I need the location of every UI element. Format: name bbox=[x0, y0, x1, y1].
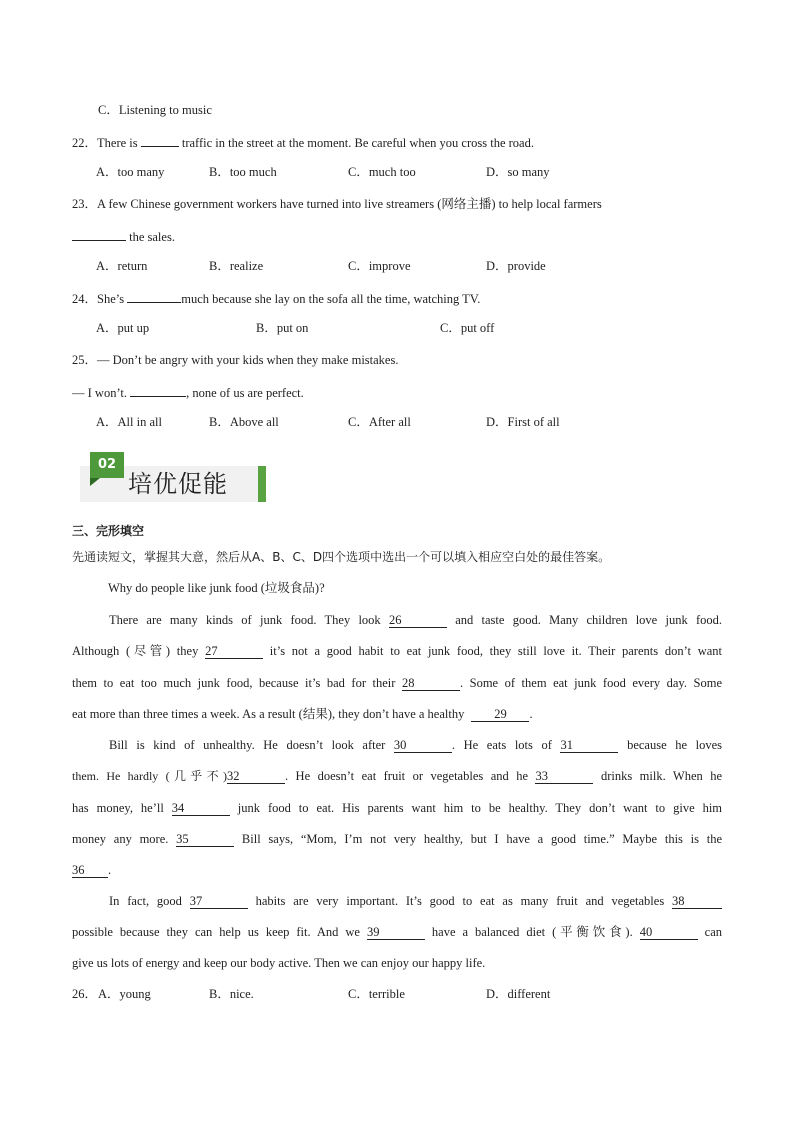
passage-text: has money, he’ll bbox=[72, 801, 164, 815]
passage-text: . bbox=[529, 707, 533, 721]
question-26-number: 26． bbox=[72, 987, 98, 1001]
passage-text: possible because they can help us keep fit. And we bbox=[72, 925, 360, 939]
option-a: A．too many bbox=[96, 165, 165, 179]
passage-text: and taste good. Many children love junk food. bbox=[455, 613, 723, 627]
passage-text: can bbox=[704, 925, 723, 939]
passage-line bbox=[109, 893, 722, 909]
blank-38[interactable]: 38 bbox=[672, 894, 722, 909]
passage-text: There are many kinds of junk food. They look bbox=[109, 613, 381, 627]
option-d: D．different bbox=[486, 987, 551, 1001]
option-b: B．put on bbox=[256, 321, 309, 335]
section-instruction: 先通读短文，掌握其大意，然后从A、B、C、D四个选项中选出一个可以填入相应空白处的最佳答案。 bbox=[72, 550, 611, 564]
answer-blank[interactable] bbox=[72, 227, 126, 241]
blank-40[interactable]: 40 bbox=[640, 925, 698, 940]
blank-36[interactable]: 36 bbox=[72, 863, 108, 878]
passage-line bbox=[72, 768, 722, 784]
section-heading: 三、完形填空 bbox=[72, 524, 145, 538]
passage-text: them to eat too much junk food, because it’s bad for their bbox=[72, 676, 396, 690]
blank-39[interactable]: 39 bbox=[367, 925, 425, 940]
blank-27[interactable]: 27 bbox=[205, 644, 263, 659]
question-23-line2 bbox=[72, 227, 175, 245]
passage-line bbox=[72, 862, 111, 878]
justified-line bbox=[72, 924, 722, 940]
question-text: — I won’t. bbox=[72, 386, 131, 400]
q21-option-c: C．Listening to music bbox=[98, 103, 212, 117]
passage-line bbox=[109, 612, 722, 628]
passage-text: In fact, good bbox=[109, 894, 182, 908]
passage-text: because he loves bbox=[627, 738, 722, 752]
blank-35[interactable]: 35 bbox=[176, 832, 234, 847]
passage-line bbox=[109, 737, 722, 753]
question-number: 24． bbox=[72, 292, 98, 306]
passage-line: give us lots of energy and keep our body active. Then we can enjoy our happy life. bbox=[72, 956, 486, 970]
banner-title: 培优促能 bbox=[128, 470, 228, 498]
justified-line bbox=[72, 675, 722, 691]
option-b: B．too much bbox=[209, 165, 277, 179]
passage-text: habits are very important. It’s good to eat as many fruit and vegetables bbox=[255, 894, 665, 908]
section-banner bbox=[80, 452, 266, 502]
answer-blank[interactable] bbox=[127, 289, 181, 303]
option-a: A．All in all bbox=[96, 415, 162, 429]
justified-line bbox=[72, 831, 722, 847]
justified-line bbox=[72, 768, 722, 784]
question-text: A few Chinese government workers have turned into live streamers (网络主播) to help local farmers bbox=[97, 197, 602, 211]
option-b: B．Above all bbox=[209, 415, 279, 429]
banner-tag: 02 bbox=[90, 452, 124, 478]
option-d: D．First of all bbox=[486, 415, 560, 429]
justified-line bbox=[109, 737, 722, 753]
question-24 bbox=[72, 289, 480, 307]
question-22 bbox=[72, 133, 534, 151]
passage-text: junk food to eat. His parents want him to be healthy. They don’t want to give him bbox=[237, 801, 723, 815]
blank-28[interactable]: 28 bbox=[402, 676, 460, 691]
blank-34[interactable]: 34 bbox=[172, 801, 230, 816]
justified-line bbox=[72, 643, 722, 659]
question-text: the sales. bbox=[126, 230, 175, 244]
option-d: D．provide bbox=[486, 259, 546, 273]
option-b: B．realize bbox=[209, 259, 264, 273]
passage-text: Bill says, “Mom, I’m not very healthy, but I have a good time.” Maybe this is the bbox=[241, 832, 723, 846]
question-text: much because she lay on the sofa all the time, watching TV. bbox=[181, 292, 481, 306]
option-c: C．put off bbox=[440, 321, 495, 335]
answer-blank[interactable] bbox=[130, 383, 186, 397]
passage-text: . He eats lots of bbox=[451, 738, 552, 752]
option-a: A．return bbox=[96, 259, 148, 273]
passage-text: money any more. bbox=[72, 832, 169, 846]
blank-31[interactable]: 31 bbox=[560, 738, 618, 753]
passage-text: eat more than three times a week. As a result (结果), they don’t have a healthy bbox=[72, 707, 465, 721]
passage-text: them. He hardly (几乎不) bbox=[72, 769, 227, 783]
option-a: A．young bbox=[98, 987, 151, 1001]
justified-line bbox=[109, 612, 722, 628]
passage-line bbox=[72, 800, 722, 816]
passage-text: Bill is kind of unhealthy. He doesn’t look after bbox=[109, 738, 386, 752]
passage-text: Although (尽管) they bbox=[72, 644, 199, 658]
passage-text: . Some of them eat junk food every day. Some bbox=[459, 676, 722, 690]
justified-line bbox=[109, 893, 722, 909]
passage-title: Why do people like junk food (垃圾食品)? bbox=[108, 581, 325, 595]
option-c: C．terrible bbox=[348, 987, 405, 1001]
blank-30[interactable]: 30 bbox=[394, 738, 452, 753]
blank-37[interactable]: 37 bbox=[190, 894, 248, 909]
question-number: 25． bbox=[72, 353, 98, 367]
passage-line bbox=[72, 675, 722, 691]
answer-blank[interactable] bbox=[141, 133, 179, 147]
question-23 bbox=[72, 196, 602, 212]
passage-line bbox=[72, 706, 533, 722]
question-text: traffic in the street at the moment. Be careful when you cross the road. bbox=[178, 136, 534, 150]
blank-29[interactable]: 29 bbox=[471, 707, 529, 722]
question-text: There is bbox=[97, 136, 141, 150]
option-c: C．After all bbox=[348, 415, 411, 429]
justified-line bbox=[72, 800, 722, 816]
question-number: 22． bbox=[72, 136, 98, 150]
question-text: She’s bbox=[97, 292, 128, 306]
blank-26[interactable]: 26 bbox=[389, 613, 447, 628]
question-text: — Don’t be angry with your kids when they make mistakes. bbox=[97, 353, 399, 367]
option-c: C．much too bbox=[348, 165, 416, 179]
option-b: B．nice. bbox=[209, 987, 254, 1001]
passage-text: . He doesn’t eat fruit or vegetables and he bbox=[284, 769, 528, 783]
question-25-line2 bbox=[72, 383, 304, 401]
question-25 bbox=[72, 352, 398, 368]
blank-32[interactable]: 32 bbox=[227, 769, 285, 784]
passage-line bbox=[72, 924, 722, 940]
passage-text: . bbox=[108, 863, 112, 877]
question-number: 23． bbox=[72, 197, 98, 211]
passage-line bbox=[72, 831, 722, 847]
question-text: , none of us are perfect. bbox=[186, 386, 304, 400]
blank-33[interactable]: 33 bbox=[535, 769, 593, 784]
passage-text: it’s not a good habit to eat junk food, they still love it. Their parents don’t want bbox=[269, 644, 723, 658]
passage-line bbox=[72, 643, 722, 659]
option-d: D．so many bbox=[486, 165, 550, 179]
passage-text: have a balanced diet (平衡饮食). bbox=[431, 925, 633, 939]
passage-text: drinks milk. When he bbox=[600, 769, 723, 783]
option-a: A．put up bbox=[96, 321, 150, 335]
option-c: C．improve bbox=[348, 259, 411, 273]
